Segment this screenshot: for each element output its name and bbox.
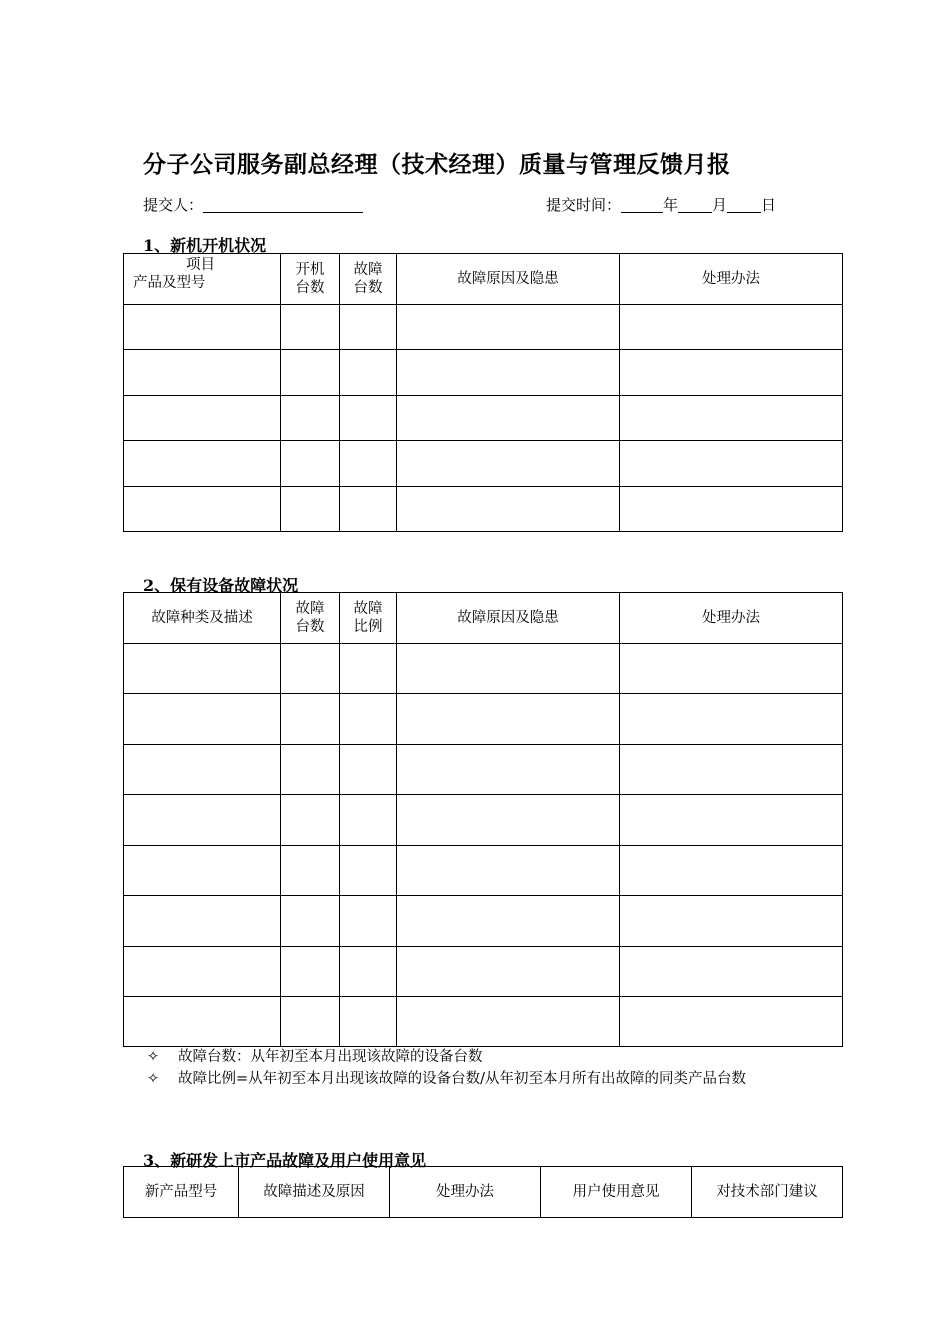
- table-cell[interactable]: [340, 305, 397, 350]
- solution-header: 处理办法: [620, 593, 843, 644]
- table-cell[interactable]: [397, 997, 620, 1047]
- diamond-bullet-icon: ✧: [147, 1049, 160, 1065]
- day-field[interactable]: [727, 197, 761, 213]
- section1-heading: 1、新机开机状况: [143, 236, 267, 255]
- submit-time-label: 提交时间：: [546, 196, 622, 214]
- table-row: [124, 896, 843, 947]
- tech-suggestion-header: 对技术部门建议: [692, 1167, 843, 1218]
- user-feedback-header: 用户使用意见: [541, 1167, 692, 1218]
- table-cell[interactable]: [124, 644, 281, 694]
- table-cell[interactable]: [340, 947, 397, 997]
- table-row: [124, 846, 843, 896]
- table-row: [124, 305, 843, 350]
- table-cell[interactable]: [620, 846, 843, 896]
- table-cell[interactable]: [620, 487, 843, 532]
- table-cell[interactable]: [620, 694, 843, 745]
- table-cell[interactable]: [340, 644, 397, 694]
- table-cell[interactable]: [620, 896, 843, 947]
- table-cell[interactable]: [124, 795, 281, 846]
- table-cell[interactable]: [340, 441, 397, 487]
- table-cell[interactable]: [397, 896, 620, 947]
- submit-time-row: [546, 194, 776, 215]
- submitter-label: 提交人：: [143, 196, 204, 214]
- fault-type-header: 故障种类及描述: [124, 593, 281, 644]
- table-cell[interactable]: [124, 846, 281, 896]
- fault-count-header: 故障 台数: [281, 593, 340, 644]
- fault-count-header: 故障 台数: [340, 254, 397, 305]
- table-cell[interactable]: [620, 947, 843, 997]
- table-cell[interactable]: [281, 947, 340, 997]
- table-cell[interactable]: [124, 997, 281, 1047]
- table-header-row: [124, 1167, 843, 1218]
- submitter-field[interactable]: [203, 197, 363, 213]
- table-cell[interactable]: [340, 846, 397, 896]
- table-cell[interactable]: [281, 745, 340, 795]
- table-cell[interactable]: [620, 305, 843, 350]
- table-header-row: [124, 593, 843, 644]
- table-cell[interactable]: [397, 795, 620, 846]
- table-cell[interactable]: [340, 694, 397, 745]
- fault-ratio-header: 故障 比例: [340, 593, 397, 644]
- table-cell[interactable]: [124, 487, 281, 532]
- fault-desc-header: 故障描述及原因: [239, 1167, 390, 1218]
- table-cell[interactable]: [281, 441, 340, 487]
- table-cell[interactable]: [281, 997, 340, 1047]
- table-cell[interactable]: [397, 487, 620, 532]
- table-cell[interactable]: [620, 441, 843, 487]
- diamond-bullet-icon: ✧: [147, 1071, 160, 1087]
- table-cell[interactable]: [397, 305, 620, 350]
- table-row: [124, 694, 843, 745]
- table-cell[interactable]: [124, 896, 281, 947]
- table-cell[interactable]: [340, 396, 397, 441]
- table-cell[interactable]: [620, 795, 843, 846]
- product-header: 产品及型号: [133, 275, 206, 291]
- table-cell[interactable]: [124, 947, 281, 997]
- table-cell[interactable]: [124, 441, 281, 487]
- submitter-row: [143, 194, 363, 215]
- table-cell[interactable]: [620, 350, 843, 396]
- table-cell[interactable]: [397, 745, 620, 795]
- table-cell[interactable]: [620, 997, 843, 1047]
- new-machine-table: [123, 253, 843, 532]
- table-cell[interactable]: [124, 305, 281, 350]
- table-cell[interactable]: [340, 896, 397, 947]
- table-row: [124, 745, 843, 795]
- table-cell[interactable]: [281, 487, 340, 532]
- table-cell[interactable]: [397, 644, 620, 694]
- table-cell[interactable]: [281, 350, 340, 396]
- table-cell[interactable]: [397, 441, 620, 487]
- table-cell[interactable]: [340, 350, 397, 396]
- table-cell[interactable]: [281, 896, 340, 947]
- table-cell[interactable]: [340, 795, 397, 846]
- table-cell[interactable]: [340, 997, 397, 1047]
- cause-header: 故障原因及隐患: [397, 254, 620, 305]
- table-cell[interactable]: [124, 396, 281, 441]
- note-item: 故障比例=从年初至本月出现该故障的设备台数/从年初至本月所有出故障的同类产品台数: [178, 1071, 747, 1087]
- table-cell[interactable]: [281, 396, 340, 441]
- table-row: [124, 396, 843, 441]
- table-cell[interactable]: [281, 644, 340, 694]
- note-item: 故障台数：从年初至本月出现该故障的设备台数: [178, 1049, 483, 1065]
- solution-header: 处理办法: [620, 254, 843, 305]
- table-header-row: [124, 254, 843, 305]
- table-cell[interactable]: [620, 396, 843, 441]
- year-label: 年: [663, 196, 679, 214]
- new-model-header: 新产品型号: [124, 1167, 239, 1218]
- item-header: 项目: [186, 257, 215, 273]
- table-cell[interactable]: [124, 350, 281, 396]
- table-cell[interactable]: [397, 947, 620, 997]
- table-row: [124, 644, 843, 694]
- table-cell[interactable]: [620, 745, 843, 795]
- table-cell[interactable]: [281, 846, 340, 896]
- day-label: 日: [761, 196, 777, 214]
- table-cell[interactable]: [397, 396, 620, 441]
- table-row: [124, 350, 843, 396]
- cause-header: 故障原因及隐患: [397, 593, 620, 644]
- table-cell[interactable]: [281, 694, 340, 745]
- month-label: 月: [712, 196, 728, 214]
- table-row: [124, 795, 843, 846]
- table-cell[interactable]: [397, 694, 620, 745]
- table-row: [124, 947, 843, 997]
- table-cell[interactable]: [124, 694, 281, 745]
- solution-header: 处理办法: [390, 1167, 541, 1218]
- section2-heading: 2、保有设备故障状况: [143, 576, 299, 595]
- table-row: [124, 487, 843, 532]
- table-cell[interactable]: [340, 745, 397, 795]
- table-cell[interactable]: [281, 305, 340, 350]
- item-product-header: [124, 254, 281, 305]
- table-cell[interactable]: [397, 350, 620, 396]
- boot-count-header: 开机 台数: [281, 254, 340, 305]
- table-cell[interactable]: [281, 795, 340, 846]
- table-cell[interactable]: [620, 644, 843, 694]
- new-product-table: [123, 1166, 843, 1218]
- page-title: 分子公司服务副总经理（技术经理）质量与管理反馈月报: [143, 151, 731, 178]
- existing-equipment-table: [123, 592, 843, 1047]
- table-cell[interactable]: [397, 846, 620, 896]
- table-cell[interactable]: [340, 487, 397, 532]
- table-cell[interactable]: [124, 745, 281, 795]
- table-row: [124, 441, 843, 487]
- month-field[interactable]: [678, 197, 712, 213]
- table-row: [124, 997, 843, 1047]
- year-field[interactable]: [621, 197, 663, 213]
- section3-heading: 3、新研发上市产品故障及用户使用意见: [143, 1151, 427, 1170]
